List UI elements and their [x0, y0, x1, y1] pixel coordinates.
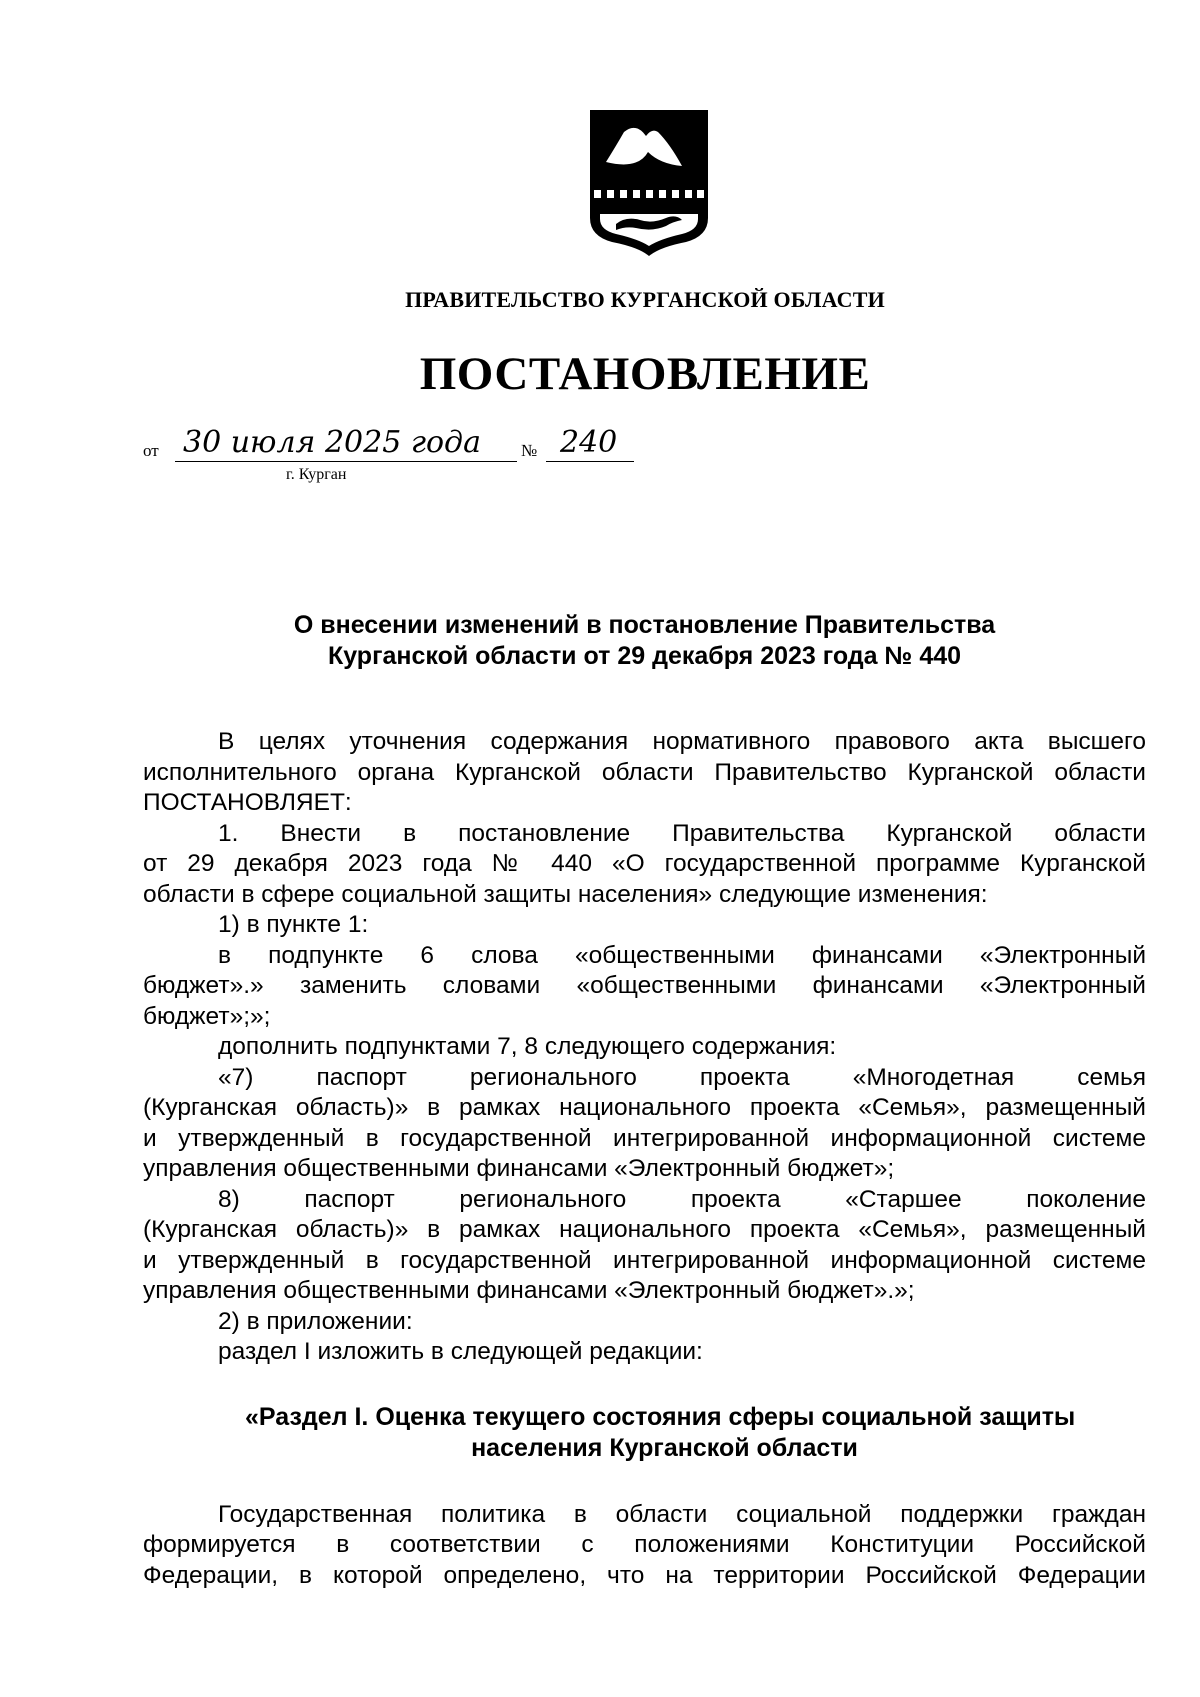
- text-line: бюджет».» заменить словами «общественными финансами «Электронный: [143, 972, 1146, 999]
- handwritten-number: 240: [546, 425, 634, 462]
- title-line: Курганской области от 29 декабря 2023 года № 440: [327, 642, 962, 670]
- text-line: ПОСТАНОВЛЯЕТ:: [143, 789, 352, 816]
- date-number-line: [143, 425, 663, 475]
- number-prefix: №: [521, 441, 538, 460]
- text-line: и утвержденный в государственной интегрированной информационной системе: [143, 1124, 1146, 1152]
- section-heading: населения Курганской области: [471, 1433, 858, 1462]
- document-title: [143, 610, 1146, 672]
- text-line: управления общественными финансами «Электронный бюджет».»;: [143, 1277, 915, 1304]
- text-line: и утвержденный в государственной интегрированной информационной системе: [143, 1246, 1146, 1274]
- date-prefix: от: [143, 441, 159, 460]
- text-line: 1) в пункте 1:: [218, 911, 369, 938]
- text-line: управления общественными финансами «Электронный бюджет»;: [143, 1155, 895, 1182]
- text-line: раздел I изложить в следующей редакции:: [218, 1338, 703, 1365]
- title-line: О внесении изменений в постановление Правительства: [293, 611, 996, 639]
- text-line: 8) паспорт регионального проекта «Старшее поколение: [218, 1185, 1146, 1213]
- city-label: г. Курган: [286, 466, 347, 483]
- text-line: Государственная политика в области социальной поддержки граждан: [218, 1500, 1146, 1528]
- text-line: Федерации, в которой определено, что на территории Российской Федерации: [143, 1561, 1146, 1589]
- text-line: 2) в приложении:: [218, 1307, 413, 1335]
- text-line: дополнить подпунктами 7, 8 следующего содержания:: [218, 1033, 837, 1060]
- text-line: «7) паспорт регионального проекта «Многодетная семья: [218, 1063, 1146, 1091]
- coat-of-arms-emblem: [586, 106, 712, 258]
- text-line: от 29 декабря 2023 года № 440 «О государственной программе Курганской: [143, 850, 1146, 877]
- section-heading: «Раздел I. Оценка текущего состояния сферы социальной защиты: [245, 1402, 1076, 1431]
- text-line: В целях уточнения содержания нормативного правового акта высшего: [218, 728, 1146, 755]
- text-line: исполнительного органа Курганской области Правительство Курганской области: [143, 758, 1146, 786]
- document-body: [143, 727, 1146, 1591]
- text-line: (Курганская область)» в рамках национального проекта «Семья», размещенный: [143, 1094, 1146, 1121]
- text-line: в подпункте 6 слова «общественными финансами «Электронный: [218, 941, 1146, 969]
- handwritten-date: 30 июля 2025 года: [175, 425, 517, 462]
- text-line: бюджет»;»;: [143, 1002, 271, 1030]
- document-type: ПОСТАНОВЛЕНИЕ: [419, 348, 871, 400]
- text-line: формируется в соответствии с положениями Конституции Российской: [143, 1531, 1146, 1558]
- text-line: области в сфере социальной защиты населения» следующие изменения:: [143, 880, 988, 908]
- government-name: ПРАВИТЕЛЬСТВО КУРГАНСКОЙ ОБЛАСТИ: [405, 287, 885, 312]
- text-line: 1. Внести в постановление Правительства Курганской области: [218, 819, 1146, 847]
- text-line: (Курганская область)» в рамках национального проекта «Семья», размещенный: [143, 1216, 1146, 1243]
